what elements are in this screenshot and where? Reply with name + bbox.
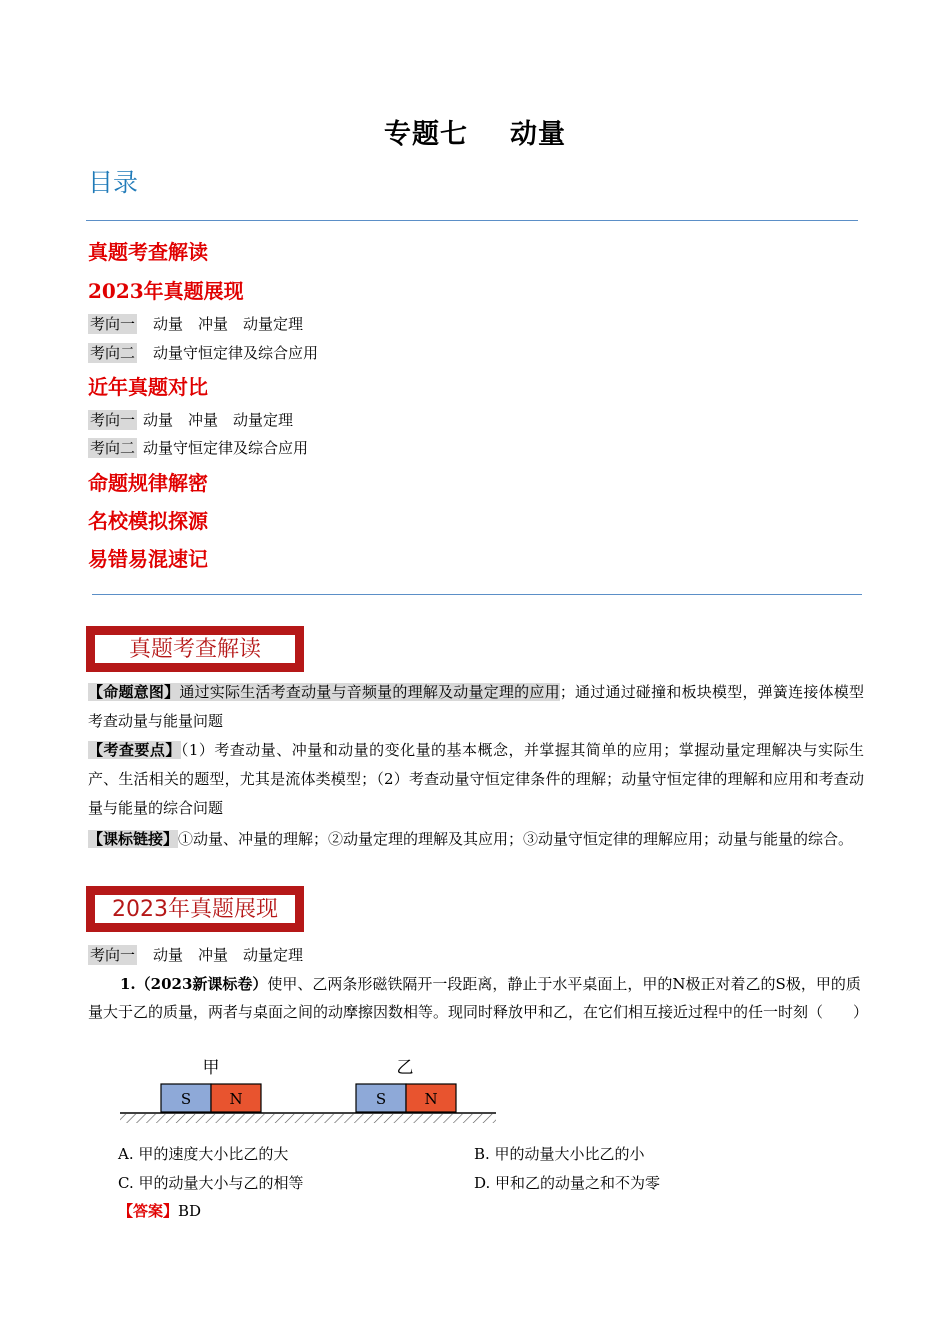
toc-heading: 目录 [88,168,139,197]
option-b[interactable]: B. 甲的动量大小比乙的小 [474,1145,645,1163]
answer [118,1200,201,1221]
pole-label-n: N [229,1090,243,1108]
banner-label: 真题考查解读 [93,633,297,665]
option-d[interactable]: D. 甲和乙的动量之和不为零 [474,1174,661,1192]
toc-sub-item-2[interactable] [88,342,318,363]
answer-label: 【答案】 [118,1202,179,1220]
question-stem: 使甲、乙两条形磁铁隔开一段距离，静止于水平桌面上，甲的N极正对着乙的S极，甲的质量大于乙的质量，两者与桌面之间的动摩擦因数相等。现同时释放甲和乙，在它们相互接近过程中的任一时刻（ ） [88,975,869,1021]
divider-toc-end [92,594,862,595]
toc-sub-item-4[interactable] [88,437,308,458]
curriculum-label: 【课标链接】 [88,830,179,848]
divider-top [86,220,858,221]
toc-sub-tag: 考向一 [90,411,136,429]
toc-item-2023-questions[interactable]: 2023年真题展现 [88,279,244,303]
toc-sub-text: 动量守恒定律及综合应用 [143,439,309,457]
toc-sub-tag: 考向二 [90,344,136,362]
section-banner-2023 [86,886,304,932]
magnets-figure [118,1052,502,1134]
option-a[interactable]: A. 甲的速度大小比乙的大 [118,1145,289,1163]
pole-label-s: S [375,1090,387,1108]
magnet-label-yi: 乙 [396,1058,414,1078]
toc-item-pattern[interactable]: 命题规律解密 [88,471,208,495]
pole-label-n: N [424,1090,438,1108]
key-points-text: （1）考查动量、冲量和动量的变化量的基本概念，并掌握其简单的应用；掌握动量定理解决与实际生产、生活相关的题型，尤其是流体类模型；（2）考查动量守恒定律条件的理解；动量守恒定律的理解和应用和考查动量与能量的综合问题 [88,741,864,817]
toc-sub-text: 动量 冲量 动量定理 [153,315,304,333]
toc-sub-text: 动量 冲量 动量定理 [143,411,294,429]
page-title [0,112,950,151]
pole-label-s: S [180,1090,192,1108]
key-points-paragraph [88,736,864,823]
answer-value: BD [178,1202,202,1220]
section-text: 动量 冲量 动量定理 [153,946,304,964]
question-source: （2023新课标卷） [135,975,268,993]
intent-text: ；通过通过碰撞和板块模型，弹簧连接体模型考查动量与能量问题 [88,683,864,730]
intent-paragraph [88,678,864,736]
section-tag: 考向一 [90,946,136,964]
option-c[interactable]: C. 甲的动量大小与乙的相等 [118,1174,304,1192]
question-1 [88,970,869,1026]
page-title-part-b: 动量 [510,119,566,150]
intent-highlight: 通过实际生活考查动量与音频量的理解及动量定理的应用 [179,683,560,701]
toc-item-recent-compare[interactable]: 近年真题对比 [88,375,208,399]
table-hatching [120,1114,496,1123]
section-heading-direction-1 [88,944,303,965]
toc-item-exam-reading[interactable]: 真题考查解读 [88,240,208,264]
toc-sub-item-3[interactable] [88,409,293,430]
section-banner-exam-reading [86,626,304,672]
curriculum-text: ①动量、冲量的理解；②动量定理的理解及其应用；③动量守恒定律的理解应用；动量与能量的综合。 [178,830,854,848]
magnet-label-jia: 甲 [202,1058,220,1078]
toc-sub-item-1[interactable] [88,313,303,334]
toc-item-mistakes[interactable]: 易错易混速记 [88,547,208,571]
toc-item-mock[interactable]: 名校模拟探源 [88,509,208,533]
toc-sub-tag: 考向二 [90,439,136,457]
page-title-part-a: 专题七 [384,119,468,150]
intent-label: 【命题意图】 [88,683,180,701]
banner-label: 2023年真题展现 [93,893,297,925]
key-points-label: 【考查要点】 [88,741,181,759]
toc-sub-text: 动量守恒定律及综合应用 [153,344,319,362]
toc-sub-tag: 考向一 [90,315,136,333]
question-number: 1. [120,975,136,993]
curriculum-paragraph [88,825,864,854]
